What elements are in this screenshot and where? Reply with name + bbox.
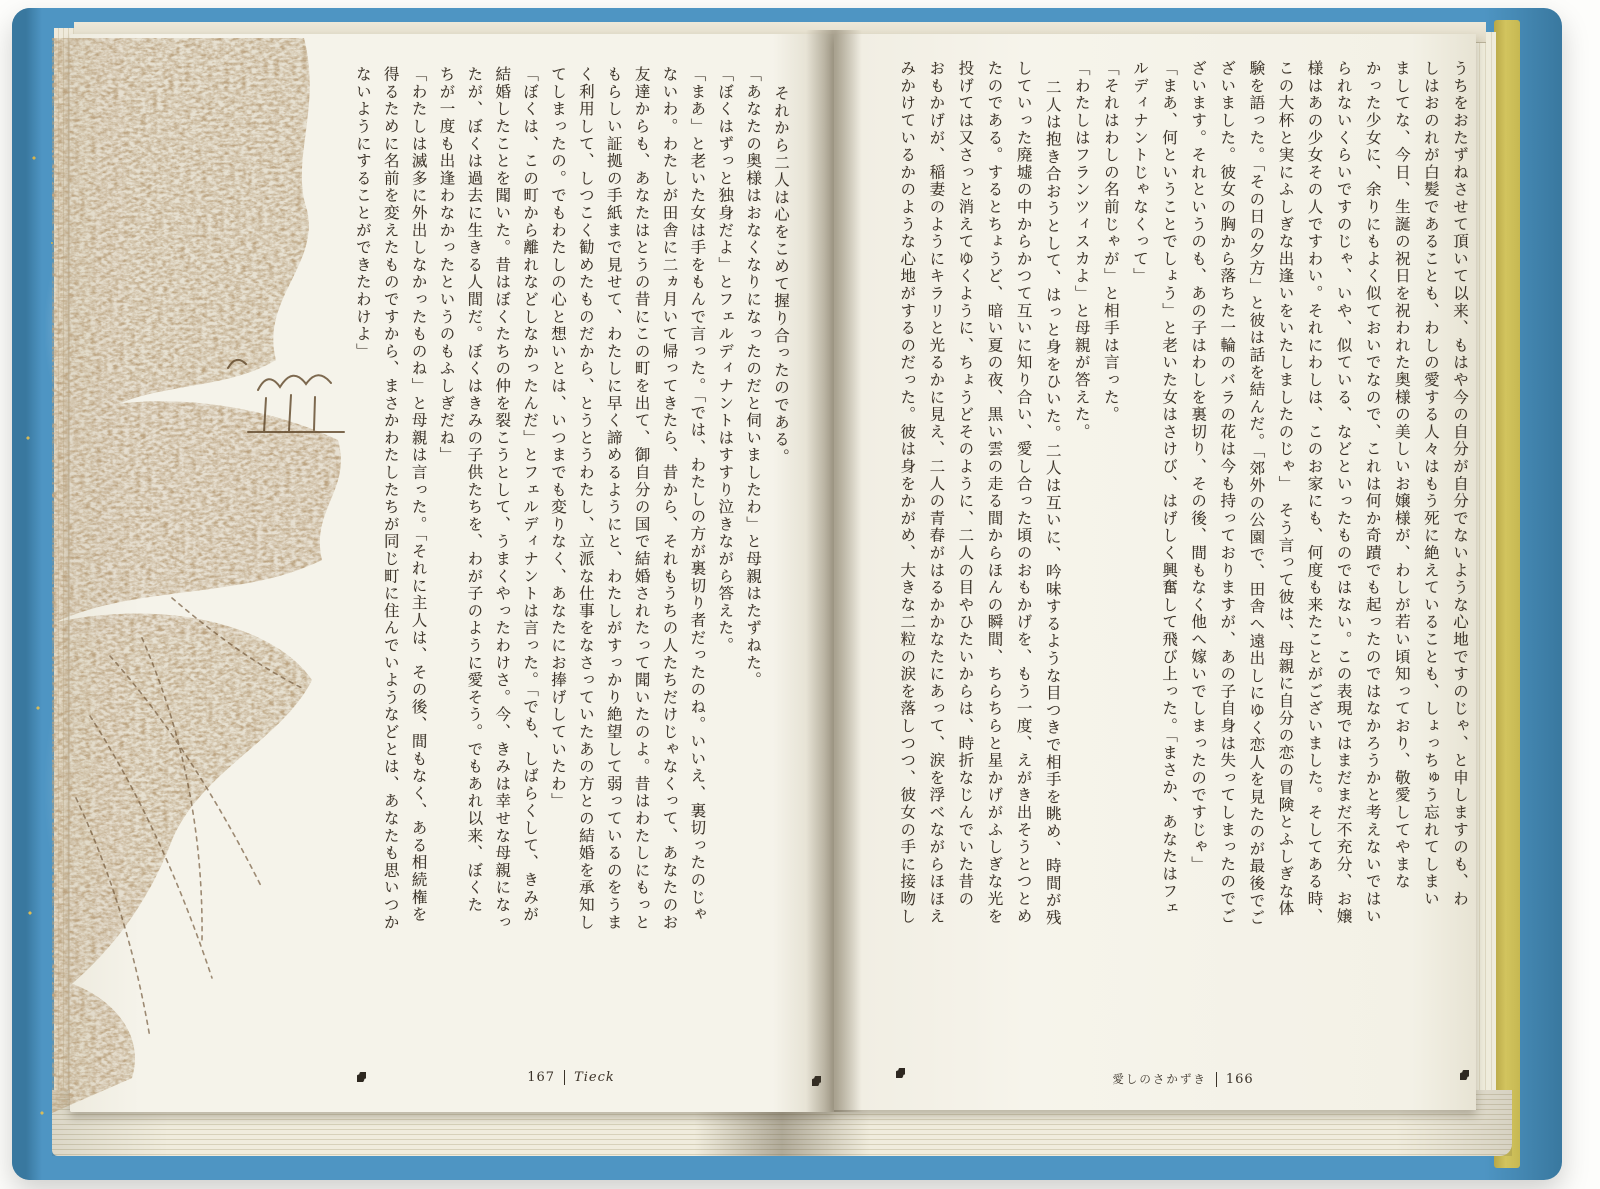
- text-column: 「ぼくはずっと独身だよ」とフェルディナントはすすり泣きながら答えた。: [716, 66, 735, 655]
- text-column: ないようにすることができたわけよ」: [353, 66, 372, 361]
- text-column: 投げては又さっと消えてゆくように、ちょうどそのように、二人の目やひたいからは、時折なじんでいた昔の: [956, 60, 975, 908]
- text-column: 「まあ」と老いた女は手をもんで言った。「では、わたしの方が裏切り者だったのね。いいえ、裏切ったのじゃ: [688, 66, 707, 924]
- text-column: 「まあ、何ということでしょう」と老いた女はさけび、はげしく興奮して飛び上った。「まさか、あなたはフェ: [1160, 60, 1179, 918]
- text-column: していった廃墟の中からかつて互いに知り合い、愛し合った頃のおもかげを、もう一度、えがき出そうとつとめ: [1014, 60, 1033, 925]
- right-page-footer: [892, 1070, 1474, 1088]
- text-column: この大杯と実にふしぎな出逢いをいたしましたのじゃ」 そう言って彼は、母親に自分の恋の冒険とふしぎな体: [1276, 60, 1295, 918]
- text-column: 得るために名前を変えたものですから、まさかわたしたちが同じ町に住んでいようなどとは、あなたも思いつか: [381, 66, 400, 931]
- text-column: ルディナントじゃなくって」: [1130, 60, 1149, 285]
- left-text-block: [348, 66, 794, 938]
- text-column: ざいました。彼女の胸から落ちた一輪のバラの花は今も持っておりますが、あの子自身は失ってしまったのでご: [1218, 60, 1237, 925]
- text-column: おもかげが、稲妻のようにキラリと光るかに見え、二人の青春がはるかかなたにあって、涙を浮べながらほほえ: [927, 60, 946, 925]
- text-column: 「わたしは滅多に外出しなかったものね」と母親は言った。「それに主人は、その後、間もなく、ある相続権を: [409, 66, 428, 924]
- text-column: みかけているかのような心地がするのだった。彼は身をかがめ、大きな二粒の涙を落しつつ、彼女の手に接吻し: [898, 60, 917, 925]
- text-column: 「あなたの奥様はおなくなりになったのだと伺いましたわ」と母親はたずねた。: [744, 66, 763, 689]
- text-column: もらしい証拠の手紙まで見せて、わたしに早く諦めるようにと、わたしがすっかり絶望して弱っているのをうま: [604, 66, 623, 931]
- text-column: 結婚したことを聞いた。昔はぼくたちの仲を裂こうとして、うまくやったわけさ。今、きみは幸せな母親になっ: [493, 66, 512, 931]
- footer-divider: [564, 1070, 565, 1085]
- leaf-ornament-icon: [812, 1076, 821, 1086]
- text-column: たが、ぼくは過去に生きる人間だ。ぼくはきみの子供たちを、わが子のように愛そう。でもあれ以来、ぼくた: [465, 66, 484, 914]
- text-column: しはおのれが白髪であることも、わしの愛する人々はもう死に絶えていることも、しょっちゅう忘れてしまい: [1421, 60, 1440, 908]
- book-cover: [12, 8, 1562, 1180]
- text-column: 験を語った。「その日の夕方」と彼は話を結んだ。「郊外の公園で、田舎へ遠出しにゆく恋人を見たのが最後でご: [1247, 60, 1266, 927]
- running-head: 愛しのさかずき: [1112, 1072, 1207, 1086]
- text-column: ないわ。わたしが田舎に二ヵ月いて帰ってきたら、昔から、それもうちの人たちだけじゃなくって、あなたのお: [660, 66, 679, 931]
- text-column: 「それはわしの名前じゃが」と相手は言った。: [1101, 60, 1120, 424]
- left-page-footer: [348, 1068, 794, 1086]
- footer-divider: [1216, 1072, 1217, 1087]
- text-column: 友達からも、あなたはとうの昔にこの町を出て、御自分の国で結婚されたって聞いたのよ。昔はわたしにもっと: [632, 66, 651, 931]
- text-column: 「わたしはフランツィスカよ」と母親が答えた。: [1072, 60, 1091, 441]
- text-column: たのである。するとちょうど、暗い夏の夜、黒い雲の走る間からほんの瞬間、ちらちらと星かげがふしぎな光を: [985, 60, 1004, 925]
- running-head: Tieck: [574, 1069, 615, 1085]
- text-column: それから二人は心をこめて握り合ったのである。: [772, 85, 790, 466]
- text-column: ざいます。それというのも、あの子はわしを裏切り、その後、間もなく他へ嫁いでしまったのですじゃ」: [1189, 60, 1208, 874]
- left-page: [70, 34, 834, 1112]
- inner-board-strip: [1494, 20, 1520, 1168]
- text-column: 「ぼくは、この町から離れなどしなかったんだ」とフェルディナントは言った。「でも、しばらくして、きみが: [521, 66, 540, 924]
- page-number: 167: [527, 1069, 556, 1085]
- text-column: てしまったの。でもわたしの心と想いとは、いつまでも変りなく、あなたにお捧げしていたわ」: [549, 66, 567, 810]
- text-column: 二人は抱き合おうとして、はっと身をひいた。二人は互いに、吟味するような目つきで相手を眺め、時間が残: [1043, 79, 1062, 927]
- text-column: られないくらいですのじゃ、いや、似ている、などといったものではない。この表現ではまだまだ不充分、お嬢: [1334, 60, 1353, 925]
- text-column: 様はあの少女その人ですわい。それにわしは、このお家にも、何度も来たことがございました。そしてある時、: [1305, 60, 1324, 925]
- illustration: [52, 38, 382, 1113]
- text-column: ちが一度も出逢わなかったというのもふしぎだね」: [437, 66, 456, 464]
- right-page: [834, 34, 1476, 1110]
- right-text-block: [892, 60, 1474, 928]
- page-number: 166: [1225, 1071, 1254, 1087]
- text-column: かった少女に、余りにもよく似ておいでなので、これは何か奇蹟でも起ったのではなかろうかと考えないではい: [1363, 60, 1382, 925]
- text-column: く利用して、しつこく勧めたものだから、とうとうわたし、立派な仕事をなさっていたあの方との結婚を承知し: [576, 66, 595, 931]
- text-column: うちをおたずねさせて頂いて以来、もはや今の自分が自分でないような心地ですのじゃ、と申しますのも、わ: [1451, 60, 1469, 908]
- text-column: ましてな、今日、生誕の祝日を祝われた奥様の美しいお嬢様が、わしが若い頃知っており、敬愛してやまな: [1392, 60, 1411, 891]
